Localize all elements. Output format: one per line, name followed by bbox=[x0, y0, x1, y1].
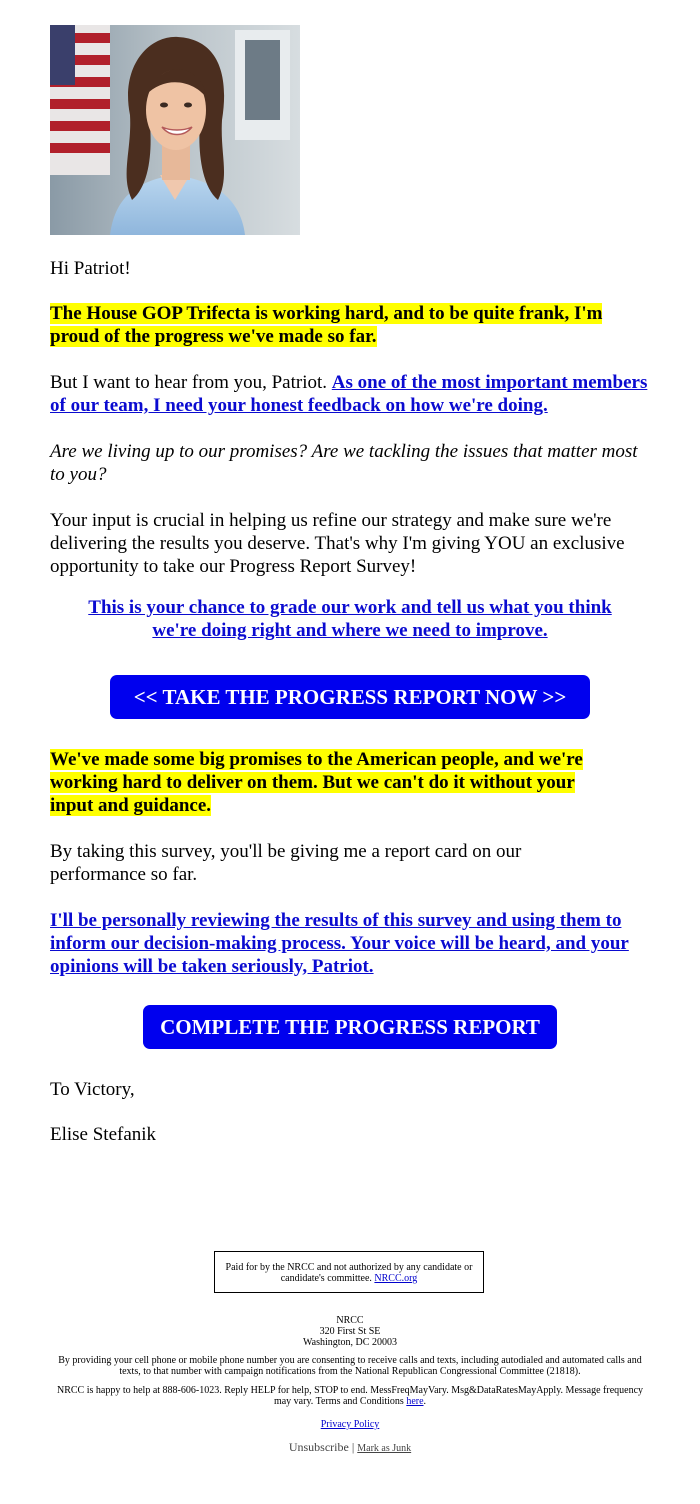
paragraph-text: But I want to hear from you, Patriot. bbox=[50, 372, 332, 393]
signature: Elise Stefanik bbox=[50, 1124, 157, 1145]
terms-link[interactable]: here bbox=[406, 1396, 424, 1407]
grade-our-work-link[interactable]: This is your chance to grade our work and tell us what you think we're doing right and where we need to improve. bbox=[88, 597, 612, 641]
mark-as-junk-link[interactable]: Mark as Junk bbox=[357, 1443, 412, 1454]
paragraph-report-card: By taking this survey, you'll be giving me a report card on our performance so far. bbox=[50, 841, 522, 885]
highlighted-text: We've made some big promises to the American people, and we're working hard to deliver on them. But we can't do it without your input and guidance. bbox=[50, 749, 583, 816]
separator: | bbox=[351, 1440, 355, 1454]
address-line-1: 320 First St SE bbox=[319, 1326, 381, 1337]
greeting: Hi Patriot! bbox=[50, 258, 131, 279]
paid-for-disclaimer bbox=[214, 1251, 484, 1293]
paragraph-feedback bbox=[50, 371, 650, 417]
question-paragraph: Are we living up to our promises? Are we tackling the issues that matter most to you? bbox=[50, 441, 638, 485]
unsubscribe-link[interactable]: Unsubscribe bbox=[288, 1440, 349, 1454]
highlighted-text: The House GOP Trifecta is working hard, and to be quite frank, I'm proud of the progress we've made so far. bbox=[50, 303, 603, 347]
take-progress-report-button[interactable]: << TAKE THE PROGRESS REPORT NOW >> bbox=[110, 675, 590, 719]
paid-for-text: Paid for by the NRCC and not authorized by any candidate or candidate's committee. bbox=[225, 1262, 473, 1284]
highlight-paragraph-1 bbox=[50, 302, 650, 348]
nrcc-org-link[interactable]: NRCC.org bbox=[374, 1273, 418, 1284]
consent-text: By providing your cell phone or mobile phone number you are consenting to receive calls and texts, including autodialed and automated calls and texts, to that number with campaign notifications from the National Republican Congressional Committee (21818). bbox=[58, 1355, 642, 1377]
paragraph-input: Your input is crucial in helping us refine our strategy and make sure we're delivering the results you deserve. That's why I'm giving YOU an exclusive opportunity to take our Progress Report Survey! bbox=[50, 510, 625, 577]
privacy-policy-link[interactable]: Privacy Policy bbox=[320, 1419, 380, 1430]
button-row-1 bbox=[50, 675, 650, 719]
review-link-paragraph bbox=[50, 909, 650, 978]
feedback-link[interactable]: As one of the most important members of our team, I need your honest feedback on how we're doing. bbox=[50, 372, 648, 416]
unsubscribe-row bbox=[0, 1440, 700, 1456]
help-text: NRCC is happy to help at 888-606-1023. Reply HELP for help, STOP to end. MessFreqMayVary. Msg&DataRatesMayApply. Message frequency may vary. Terms and Conditions here. bbox=[56, 1385, 644, 1407]
footer-address bbox=[0, 1315, 700, 1348]
signoff: To Victory, bbox=[50, 1079, 135, 1100]
complete-progress-report-button[interactable]: COMPLETE THE PROGRESS REPORT bbox=[143, 1005, 557, 1049]
button-row-2 bbox=[50, 1005, 650, 1049]
review-results-link[interactable]: I'll be personally reviewing the results of this survey and using them to inform our decision-making process. Your voice will be heard, and your opinions will be taken seriously, Patriot. bbox=[50, 910, 629, 977]
candidate-photo bbox=[50, 25, 300, 235]
center-link-paragraph bbox=[50, 596, 650, 642]
address-line-2: Washington, DC 20003 bbox=[303, 1337, 397, 1348]
org-name: NRCC bbox=[336, 1315, 364, 1326]
privacy-row bbox=[0, 1419, 700, 1430]
highlight-paragraph-2 bbox=[50, 748, 650, 817]
email-body bbox=[50, 25, 650, 1146]
help-line: NRCC is happy to help at 888-606-1023. Reply HELP for help, STOP to end. MessFreqMayVary. Msg&DataRatesMayApply. Message frequency may vary. Terms and Conditions bbox=[56, 1385, 644, 1407]
